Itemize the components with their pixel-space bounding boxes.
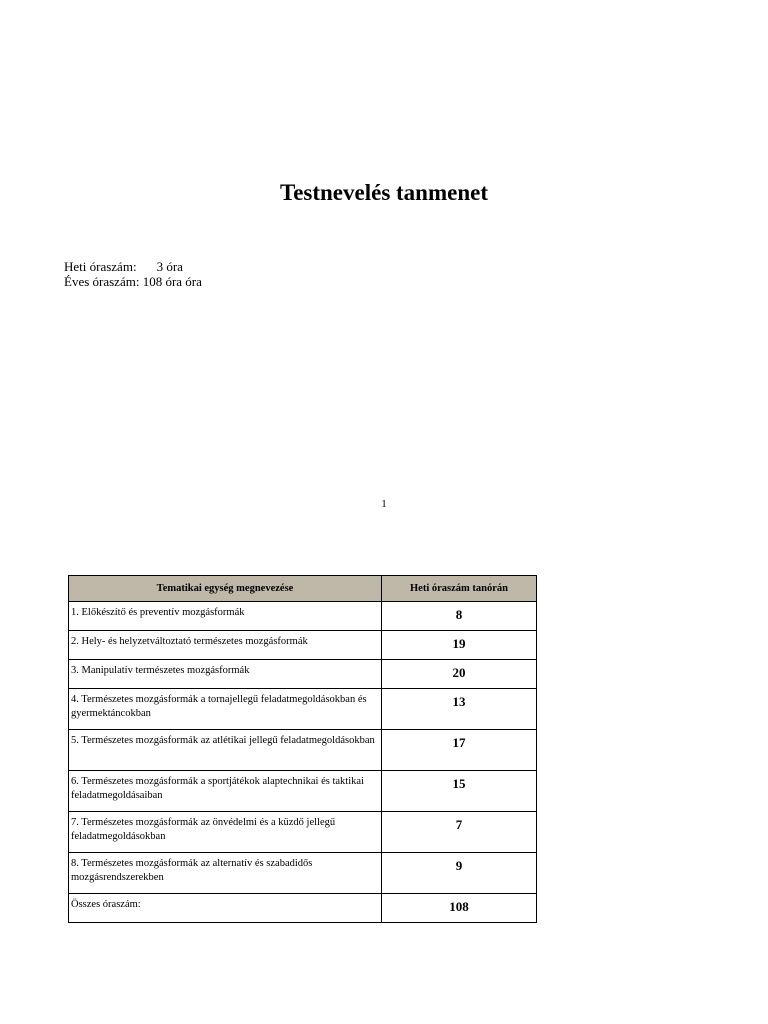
total-label: Összes óraszám: [69,894,382,923]
weekly-hours-value: 3 óra [156,259,183,274]
yearly-hours-value: 108 óra óra [142,273,202,289]
page-title: Testnevelés tanmenet [279,180,489,205]
page-number: 1 [381,498,387,510]
table-header-row [69,576,537,602]
hours-cell: 13 [382,689,537,730]
topic-cell: 7. Természetes mozgásformák az önvédelmi és a küzdő jellegű feladatmegoldásokban [69,812,382,853]
table-row [69,853,537,894]
table-total-row [69,894,537,923]
hours-cell: 19 [382,631,537,660]
table-row [69,730,537,771]
hours-cell: 15 [382,771,537,812]
table-row [69,602,537,631]
topic-cell: 6. Természetes mozgásformák a sportjátékok alaptechnikai és taktikai feladatmegoldásaiban [69,771,382,812]
table-row [69,689,537,730]
table-row [69,631,537,660]
weekly-hours-row [64,260,202,275]
topic-cell: 5. Természetes mozgásformák az atlétikai jellegű feladatmegoldásokban [69,730,382,771]
topic-cell: 2. Hely- és helyzetváltoztató természetes mozgásformák [69,631,382,660]
yearly-hours-label: Éves óraszám: [64,273,140,289]
hours-cell: 9 [382,853,537,894]
topic-cell: 3. Manipulatív természetes mozgásformák [69,660,382,689]
topic-cell: 8. Természetes mozgásformák az alternatív és szabadidős mozgásrendszerekben [69,853,382,894]
hours-cell: 7 [382,812,537,853]
header-topic: Tematikai egység megnevezése [69,576,382,602]
total-hours: 108 [382,894,537,923]
table-row [69,771,537,812]
topic-cell: 1. Előkészítő és preventív mozgásformák [69,602,382,631]
header-hours: Heti óraszám tanórán [382,576,537,602]
hours-info [64,260,202,289]
weekly-hours-label: Heti óraszám: [64,259,137,274]
yearly-hours-row [64,275,202,290]
table-row [69,660,537,689]
table-row [69,812,537,853]
curriculum-table [68,575,537,923]
hours-cell: 17 [382,730,537,771]
topic-cell: 4. Természetes mozgásformák a tornajellegű feladatmegoldásokban és gyermektáncokban [69,689,382,730]
hours-cell: 8 [382,602,537,631]
hours-cell: 20 [382,660,537,689]
